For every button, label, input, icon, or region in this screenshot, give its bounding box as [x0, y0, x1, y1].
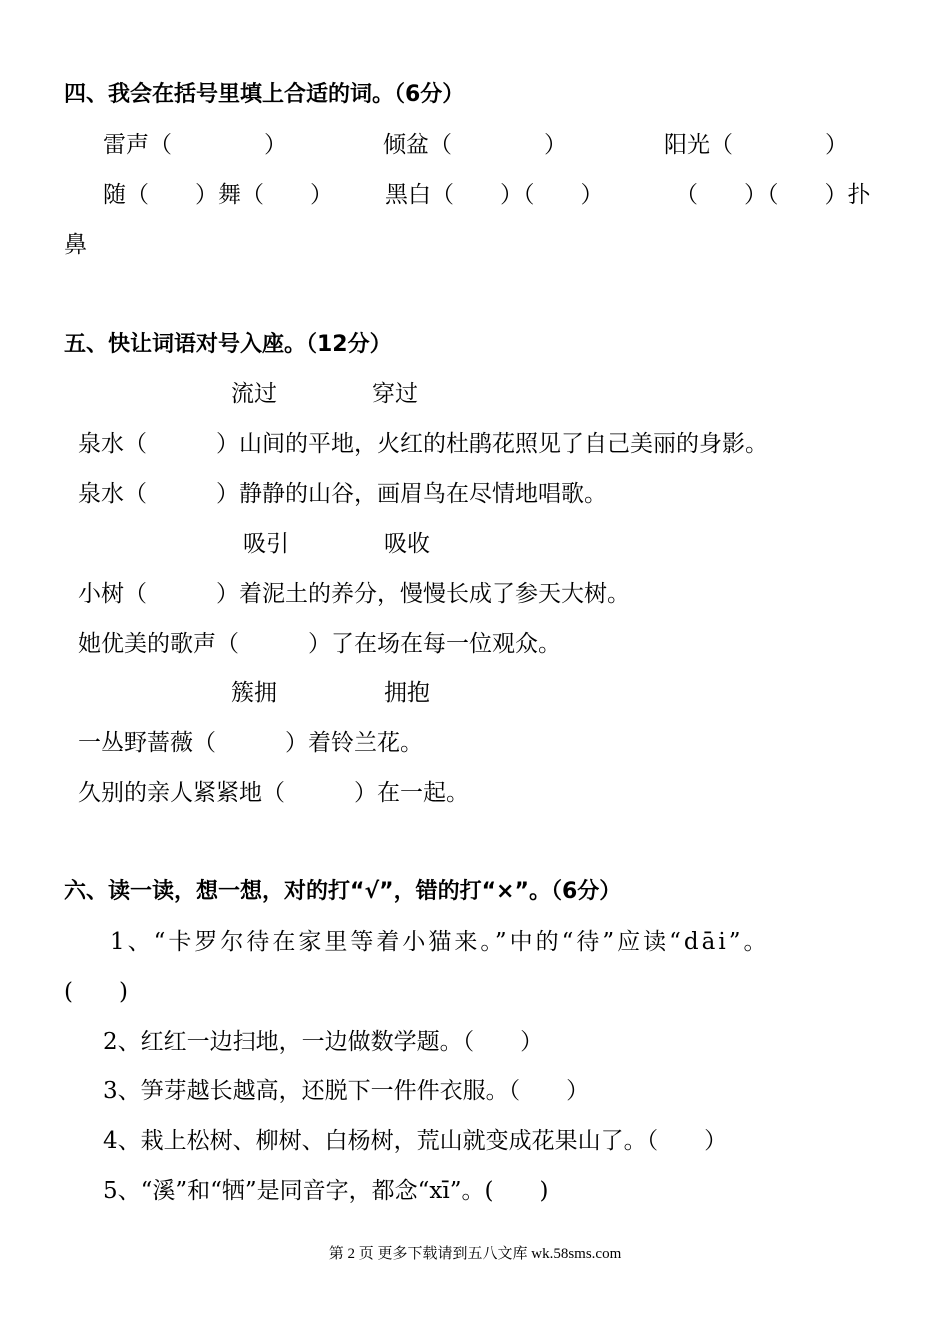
sentence-line: 小树（ ）着泥土的养分，慢慢长成了参天大树。	[78, 581, 630, 607]
sentence-line: 泉水（ ）静静的山谷，画眉鸟在尽情地唱歌。	[78, 481, 607, 507]
fill-item-heibai: 黑白（ ）（ ）	[385, 182, 604, 208]
sentence-line: 泉水（ ）山间的平地，火红的杜鹃花照见了自己美丽的身影。	[78, 431, 768, 457]
judge-item-4: 4、栽上松树、柳树、白杨树，荒山就变成花果山了。（ ）	[103, 1128, 728, 1154]
word-option: 吸收	[384, 531, 430, 557]
fill-item-leisheng: 雷声（ ）	[103, 132, 287, 158]
judge-item-3: 3、笋芽越长越高，还脱下一件件衣服。（ ）	[103, 1078, 590, 1104]
section-5-heading: 五、快让词语对号入座。（12分）	[64, 332, 392, 357]
sentence-line: 她优美的歌声（ ）了在场在每一位观众。	[78, 631, 561, 657]
judge-item-5: 5、“溪”和“牺”是同音字，都念“xī”。( )	[103, 1178, 549, 1204]
word-option: 穿过	[372, 381, 418, 407]
word-option: 吸引	[243, 531, 289, 557]
word-option: 流过	[231, 381, 277, 407]
fill-item-qingpen: 倾盆（ ）	[383, 132, 567, 158]
fill-item-yangguang: 阳光（ ）	[664, 132, 848, 158]
page-footer: 第 2 页 更多下载请到五八文库 wk.58sms.com	[328, 1246, 622, 1262]
word-option: 拥抱	[384, 680, 430, 706]
sentence-line: 一丛野蔷薇（ ）着铃兰花。	[78, 730, 423, 756]
fill-item-pubi: （ ）（ ）扑	[675, 182, 871, 208]
fill-item-suiwu: 随（ ）舞（ ）	[103, 182, 333, 208]
judge-item-1-wrap: ( )	[64, 979, 128, 1005]
judge-item-1: 1、“卡罗尔待在家里等着小猫来。”中的“待”应读“dāi”。	[110, 929, 770, 955]
section-6-heading: 六、读一读，想一想，对的打“√”，错的打“×”。（6分）	[64, 879, 622, 904]
fill-item-pubi-wrap: 鼻	[64, 232, 87, 258]
word-option: 簇拥	[231, 680, 277, 706]
sentence-line: 久别的亲人紧紧地（ ）在一起。	[78, 780, 469, 806]
section-4-heading: 四、我会在括号里填上合适的词。（6分）	[64, 82, 465, 107]
judge-item-2: 2、红红一边扫地，一边做数学题。（ ）	[103, 1029, 544, 1055]
